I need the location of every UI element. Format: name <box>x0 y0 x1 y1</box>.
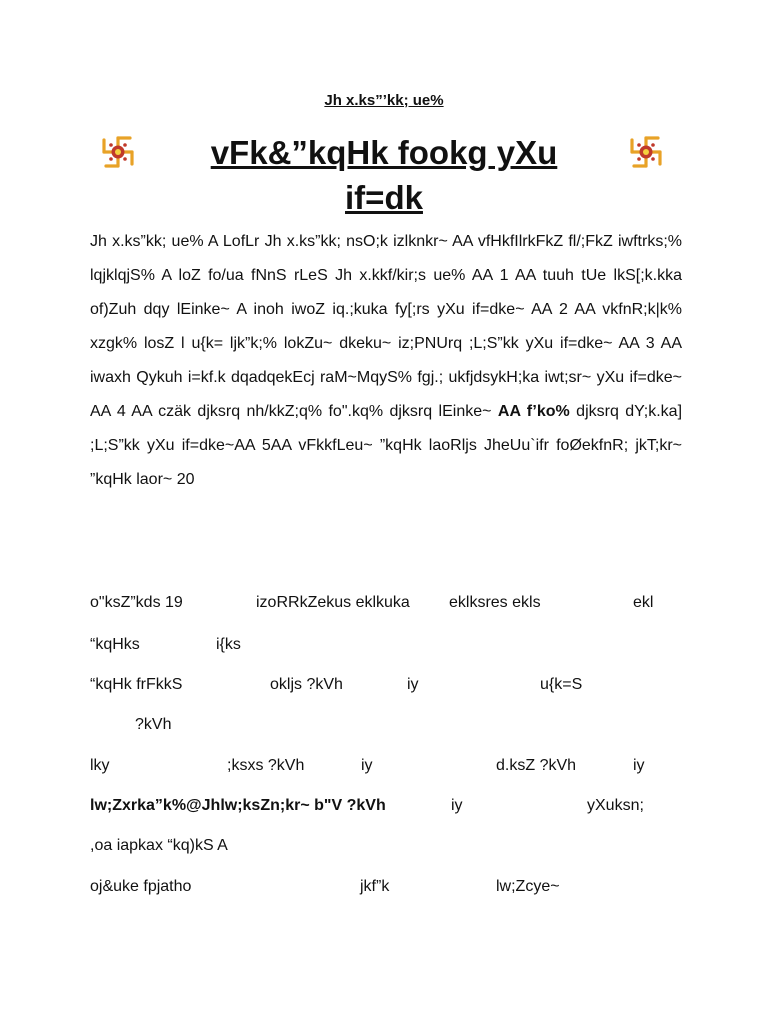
swastika-emblem-icon <box>96 130 140 174</box>
cell-karan-ghati: d.ksZ ?kVh <box>496 757 577 774</box>
cell-ghati: ?kVh <box>135 716 172 733</box>
paragraph-text-1: Jh x.ks”kk; ue% A LofLr Jh x.ks”kk; nsO;k izlknkr~ AA vfHkfIlrkFkZ fl/;FkZ iwftrks;% lqjklqjS% A loZ fo/ua fNnS rLeS Jh x.kkf/kir;s ue% AA 1 AA tuuh tUe lkS[;k.kka of)Zuh dqy lEinke~ A inoh iwoZ iq.;kuka fy[;rs yXu if=dke~ AA 2 AA vkfnR;k|k% xzgk% losZ l u{k= ljk”k;% lokZu~ dkeku~ iz;PNUrq ;L;S”kk yXu if=dke~ AA 3 AA iwaxh Qykuh i=kf.k dqadqekEcj raM~MqyS% fgj.; ukfjdsykH;ka iwt;sr~ yXu if=dke~ AA 4 AA czäk djksrq nh/kkZ;q% fo".kq% djksrq lEinke~ <box>90 233 682 420</box>
cell-lagna-rise: yXuksn; <box>587 797 644 814</box>
cell-tithi: “kqHk frFkkS <box>90 676 183 693</box>
document-header: Jh x.ks”’kk; ue% <box>324 92 444 109</box>
title-line-2: if=dk <box>345 179 423 216</box>
cell-pal: iy <box>633 757 645 774</box>
title-line-1: vFk&”kqHk fookg yXu <box>210 134 558 171</box>
cell-weekday-ghati: okljs ?kVh <box>270 676 343 693</box>
cell-best-month: eklksres ekls <box>449 594 541 611</box>
cell-yoga-ghati: ;ksxs ?kVh <box>227 757 305 774</box>
cell-month: ekl <box>633 594 654 611</box>
cell-year-label: lky <box>90 757 110 774</box>
cell-rashi: jkf”k <box>360 878 390 895</box>
cell-sunrise-ishta-ghati: lw;Zxrka”k%@Jhlw;ksZn;kr~ b"V ?kVh <box>90 797 386 814</box>
cell-pal: iy <box>451 797 463 814</box>
cell-auspicious: “kqHks <box>90 636 140 653</box>
cell-nakshatra: u{k=S <box>540 676 583 693</box>
cell-groom-name: oj&uke fpjatho <box>90 878 192 895</box>
cell-year: o"ksZ”kds 19 <box>90 594 183 611</box>
cell-current-month: izoRRkZekus eklkuka <box>256 594 410 611</box>
document-title <box>150 130 618 220</box>
swastika-emblem-icon <box>624 130 668 174</box>
invocation-paragraph <box>90 225 682 497</box>
cell-fortnight: i{ks <box>216 636 241 653</box>
paragraph-bold-phrase: AA f’ko% <box>497 403 570 420</box>
cell-pal: iy <box>407 676 419 693</box>
cell-pal: iy <box>361 757 373 774</box>
cell-panchang-note: ,oa iapkax “kq)kS A <box>90 837 228 854</box>
paragraph-text-2: djksrq dY;k.ka] ;L;S”kk yXu if=dke~AA 5AA vFkkfLeu~ ”kqHk laoRljs JheUu`ifr foØekfnR; jkT;kr~ ”kqHk laor~ 20 <box>90 403 683 488</box>
cell-sun-strength: lw;Zcye~ <box>496 878 560 895</box>
